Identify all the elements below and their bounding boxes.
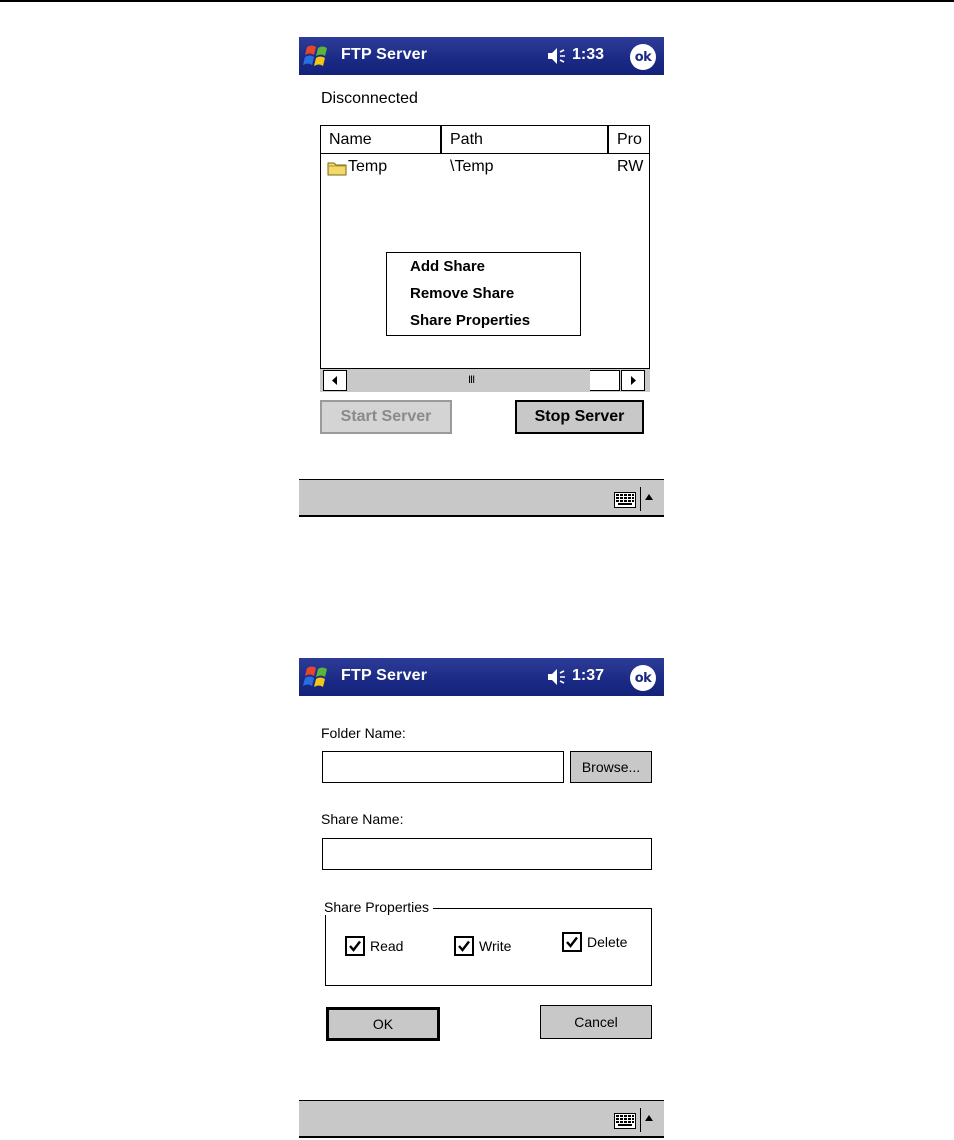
share-name-field[interactable]: [322, 838, 652, 870]
checkmark-icon: [457, 939, 471, 953]
read-label: Read: [370, 938, 404, 954]
clock[interactable]: 1:37: [572, 667, 605, 684]
title-bar: [299, 37, 664, 75]
context-menu: [386, 252, 581, 336]
menu-bar: [299, 1100, 664, 1138]
checkbox-box[interactable]: [562, 932, 582, 952]
menu-item-add-share[interactable]: Add Share: [410, 258, 486, 275]
share-path-cell: \Temp: [450, 158, 494, 175]
speaker-icon[interactable]: [546, 47, 568, 65]
arrow-left-icon: [324, 371, 346, 390]
checkmark-icon: [348, 939, 362, 953]
ok-button[interactable]: ok: [630, 665, 656, 691]
clock[interactable]: 1:33: [572, 46, 605, 63]
menu-item-remove-share[interactable]: Remove Share: [410, 285, 515, 302]
sip-divider: [640, 487, 641, 511]
keyboard-icon[interactable]: [614, 1113, 636, 1129]
group-title: Share Properties: [324, 899, 433, 915]
sip-divider: [640, 1108, 641, 1132]
app-title: FTP Server: [341, 46, 428, 63]
keyboard-icon[interactable]: [614, 492, 636, 508]
list-item[interactable]: [321, 156, 650, 178]
list-header: [321, 126, 650, 154]
menu-bar: [299, 479, 664, 517]
menu-item-share-properties[interactable]: Share Properties: [410, 312, 531, 329]
checkbox-box[interactable]: [454, 936, 474, 956]
ok-button[interactable]: ok: [630, 44, 656, 70]
arrow-up-icon[interactable]: [645, 494, 653, 500]
delete-label: Delete: [587, 934, 628, 950]
checkbox-box[interactable]: [345, 936, 365, 956]
horizontal-scrollbar[interactable]: [320, 368, 650, 392]
write-label: Write: [479, 938, 512, 954]
folder-name-field[interactable]: [322, 751, 564, 783]
cancel-button[interactable]: Cancel: [540, 1005, 652, 1039]
start-server-button[interactable]: Start Server: [320, 400, 452, 434]
share-name-label: Share Name:: [321, 811, 404, 827]
speaker-icon[interactable]: [546, 668, 568, 686]
scrollbar-thumb[interactable]: [590, 370, 620, 391]
write-checkbox[interactable]: [454, 936, 511, 956]
arrow-right-icon: [622, 371, 644, 390]
column-header-properties[interactable]: Pro: [609, 126, 650, 154]
add-share-screen: [299, 658, 664, 1140]
ok-form-button[interactable]: OK: [326, 1007, 440, 1041]
ftp-server-main-screen: [299, 37, 664, 517]
windows-flag-icon[interactable]: [303, 41, 333, 71]
connection-status: Disconnected: [321, 90, 418, 107]
read-checkbox[interactable]: [345, 936, 403, 956]
windows-flag-icon[interactable]: [303, 662, 333, 692]
app-title: FTP Server: [341, 667, 428, 684]
title-bar: [299, 658, 664, 696]
column-header-path[interactable]: Path: [442, 126, 609, 154]
top-rule: [0, 0, 954, 2]
scrollbar-grip: III: [468, 374, 475, 386]
share-properties-group: [324, 899, 652, 986]
delete-checkbox[interactable]: [562, 932, 627, 952]
scroll-left-button[interactable]: [323, 370, 347, 391]
scroll-right-button[interactable]: [621, 370, 645, 391]
arrow-up-icon[interactable]: [645, 1115, 653, 1121]
checkmark-icon: [565, 935, 579, 949]
folder-icon: [327, 160, 347, 176]
browse-button[interactable]: Browse...: [570, 751, 652, 783]
column-header-name[interactable]: Name: [321, 126, 442, 154]
share-properties-cell: RW: [617, 158, 644, 175]
folder-name-label: Folder Name:: [321, 725, 406, 741]
share-name-cell: Temp: [348, 158, 388, 175]
stop-server-button[interactable]: Stop Server: [515, 400, 644, 434]
